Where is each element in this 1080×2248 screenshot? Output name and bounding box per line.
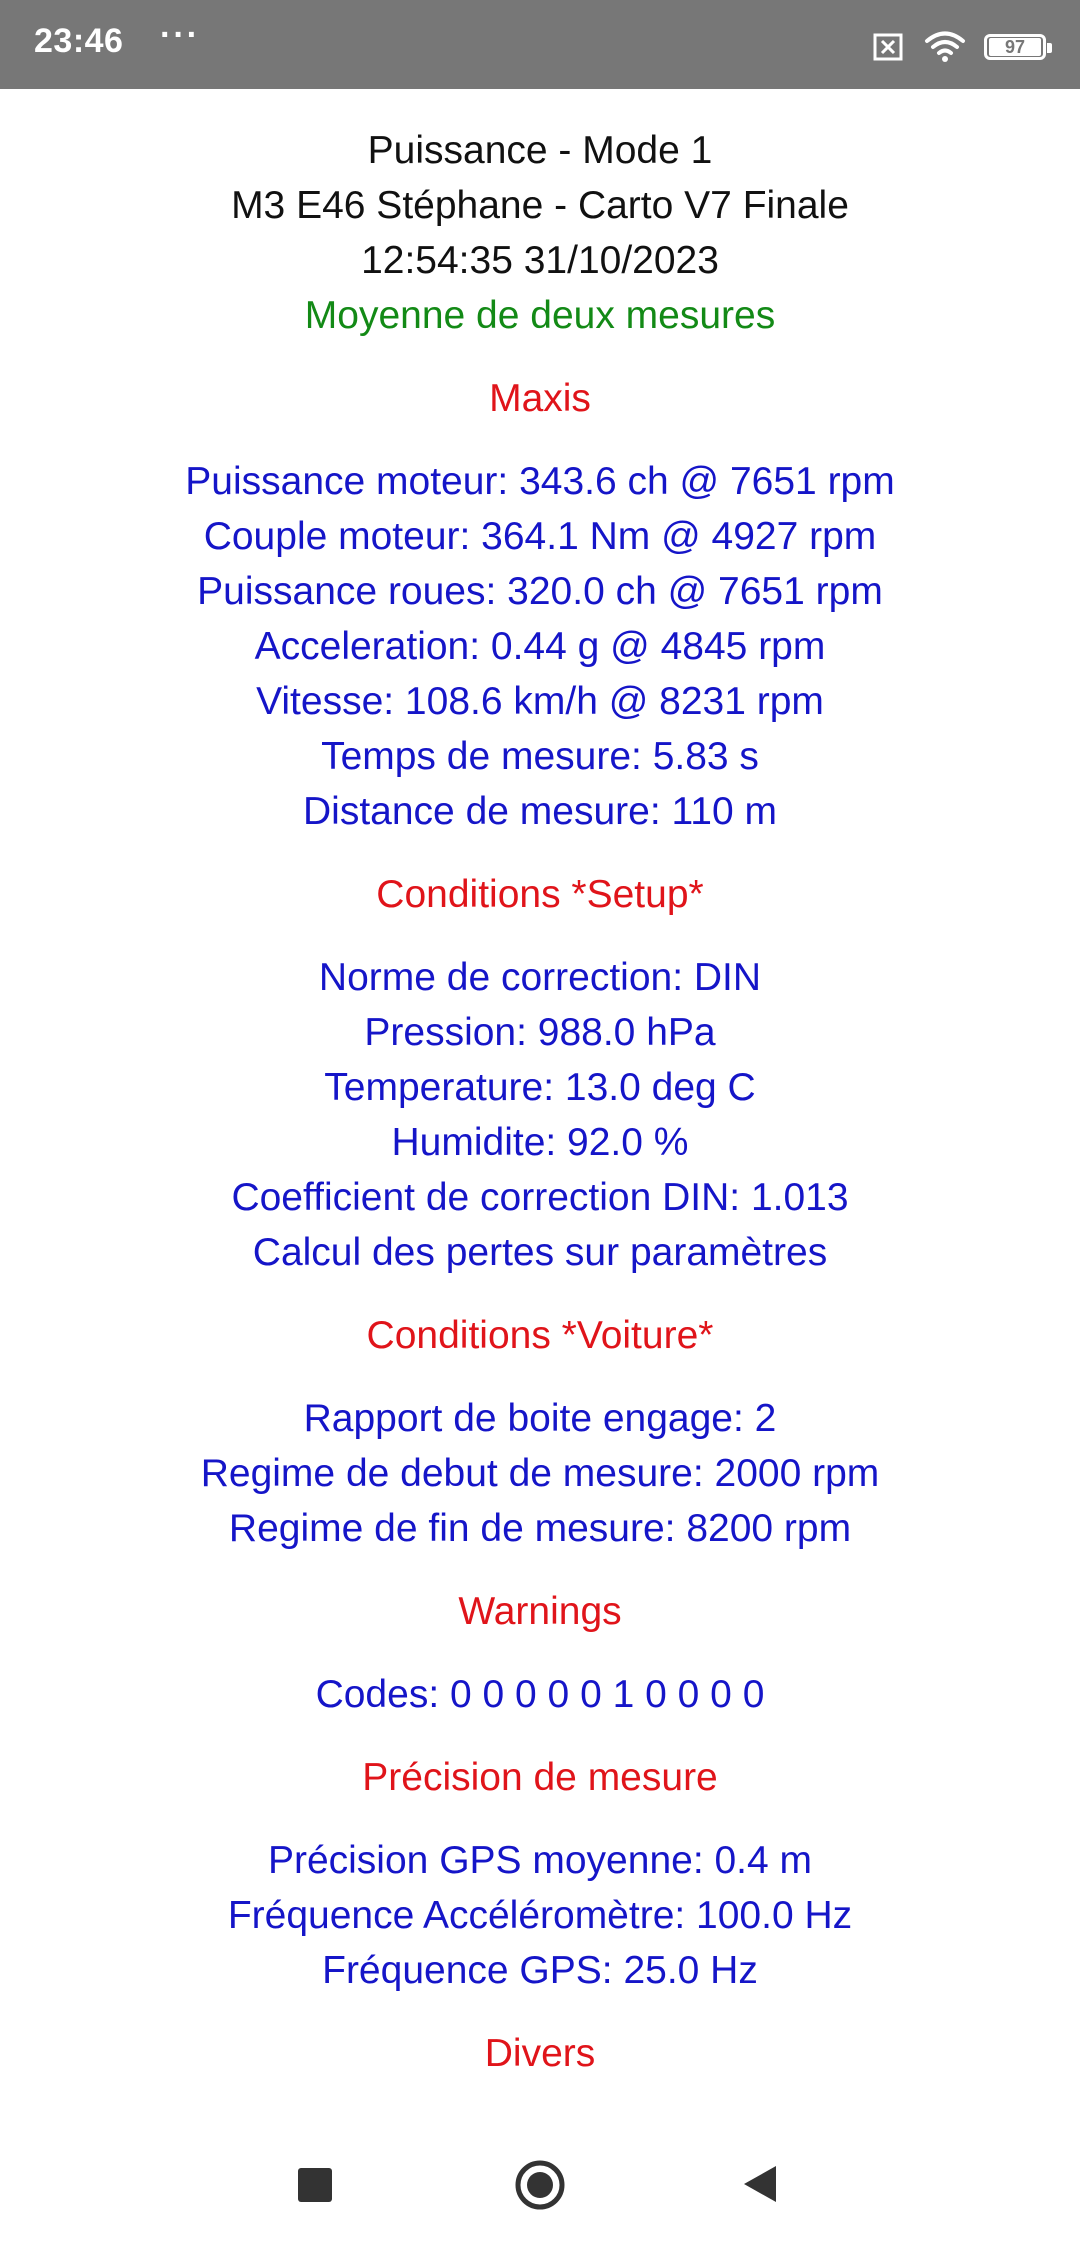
measure-distance: Distance de mesure: 110 m bbox=[303, 790, 777, 833]
precision-list bbox=[0, 1833, 1080, 1998]
gps-precision: Précision GPS moyenne: 0.4 m bbox=[267, 1839, 813, 1882]
warning-codes: Codes: 0 0 0 0 0 1 0 0 0 0 bbox=[315, 1673, 765, 1716]
battery-level: 97 bbox=[989, 38, 1041, 56]
pressure: Pression: 988.0 hPa bbox=[364, 1011, 716, 1054]
status-time: 23:46 bbox=[34, 22, 124, 60]
section-title-maxis: Maxis bbox=[489, 377, 591, 420]
report-content bbox=[0, 89, 1080, 2119]
home-circle-icon[interactable] bbox=[514, 2159, 566, 2211]
report-header bbox=[0, 89, 1080, 343]
loss-calculation: Calcul des pertes sur paramètres bbox=[252, 1231, 828, 1274]
recents-square-icon[interactable] bbox=[298, 2168, 332, 2202]
vehicle-name: M3 E46 Stéphane - Carto V7 Finale bbox=[231, 184, 849, 227]
engine-power: Puissance moteur: 343.6 ch @ 7651 rpm bbox=[185, 460, 895, 503]
report-title: Puissance - Mode 1 bbox=[367, 129, 713, 172]
speed: Vitesse: 108.6 km/h @ 8231 rpm bbox=[256, 680, 824, 723]
section-title-setup: Conditions *Setup* bbox=[376, 873, 704, 916]
voiture-list bbox=[0, 1391, 1080, 1556]
back-triangle-icon[interactable] bbox=[742, 2164, 778, 2204]
gps-frequency: Fréquence GPS: 25.0 Hz bbox=[322, 1949, 758, 1992]
engine-torque: Couple moteur: 364.1 Nm @ 4927 rpm bbox=[203, 515, 877, 558]
accelerometer-frequency: Fréquence Accéléromètre: 100.0 Hz bbox=[227, 1894, 853, 1937]
sim-card-x-icon bbox=[870, 33, 906, 61]
maxis-list bbox=[0, 454, 1080, 839]
section-title-divers: Divers bbox=[484, 2032, 596, 2075]
section-title-warnings: Warnings bbox=[458, 1590, 622, 1633]
acceleration: Acceleration: 0.44 g @ 4845 rpm bbox=[254, 625, 826, 668]
notification-overflow-icon: ··· bbox=[160, 16, 200, 54]
start-rpm: Regime de debut de mesure: 2000 rpm bbox=[200, 1452, 880, 1495]
gear-engaged: Rapport de boite engage: 2 bbox=[303, 1397, 777, 1440]
navigation-bar bbox=[0, 2119, 1080, 2248]
status-icons bbox=[870, 30, 1046, 64]
humidity: Humidite: 92.0 % bbox=[391, 1121, 689, 1164]
section-title-precision: Précision de mesure bbox=[362, 1756, 718, 1799]
measure-datetime: 12:54:35 31/10/2023 bbox=[361, 239, 719, 282]
correction-coefficient: Coefficient de correction DIN: 1.013 bbox=[231, 1176, 849, 1219]
measure-time: Temps de mesure: 5.83 s bbox=[321, 735, 759, 778]
correction-norm: Norme de correction: DIN bbox=[318, 956, 762, 999]
wifi-icon bbox=[924, 30, 966, 64]
status-bar bbox=[0, 0, 1080, 89]
end-rpm: Regime de fin de mesure: 8200 rpm bbox=[228, 1507, 852, 1550]
section-title-voiture: Conditions *Voiture* bbox=[366, 1314, 714, 1357]
wheel-power: Puissance roues: 320.0 ch @ 7651 rpm bbox=[197, 570, 883, 613]
temperature: Temperature: 13.0 deg C bbox=[324, 1066, 756, 1109]
battery-icon bbox=[984, 34, 1046, 60]
setup-list bbox=[0, 950, 1080, 1280]
average-note: Moyenne de deux mesures bbox=[304, 294, 776, 337]
